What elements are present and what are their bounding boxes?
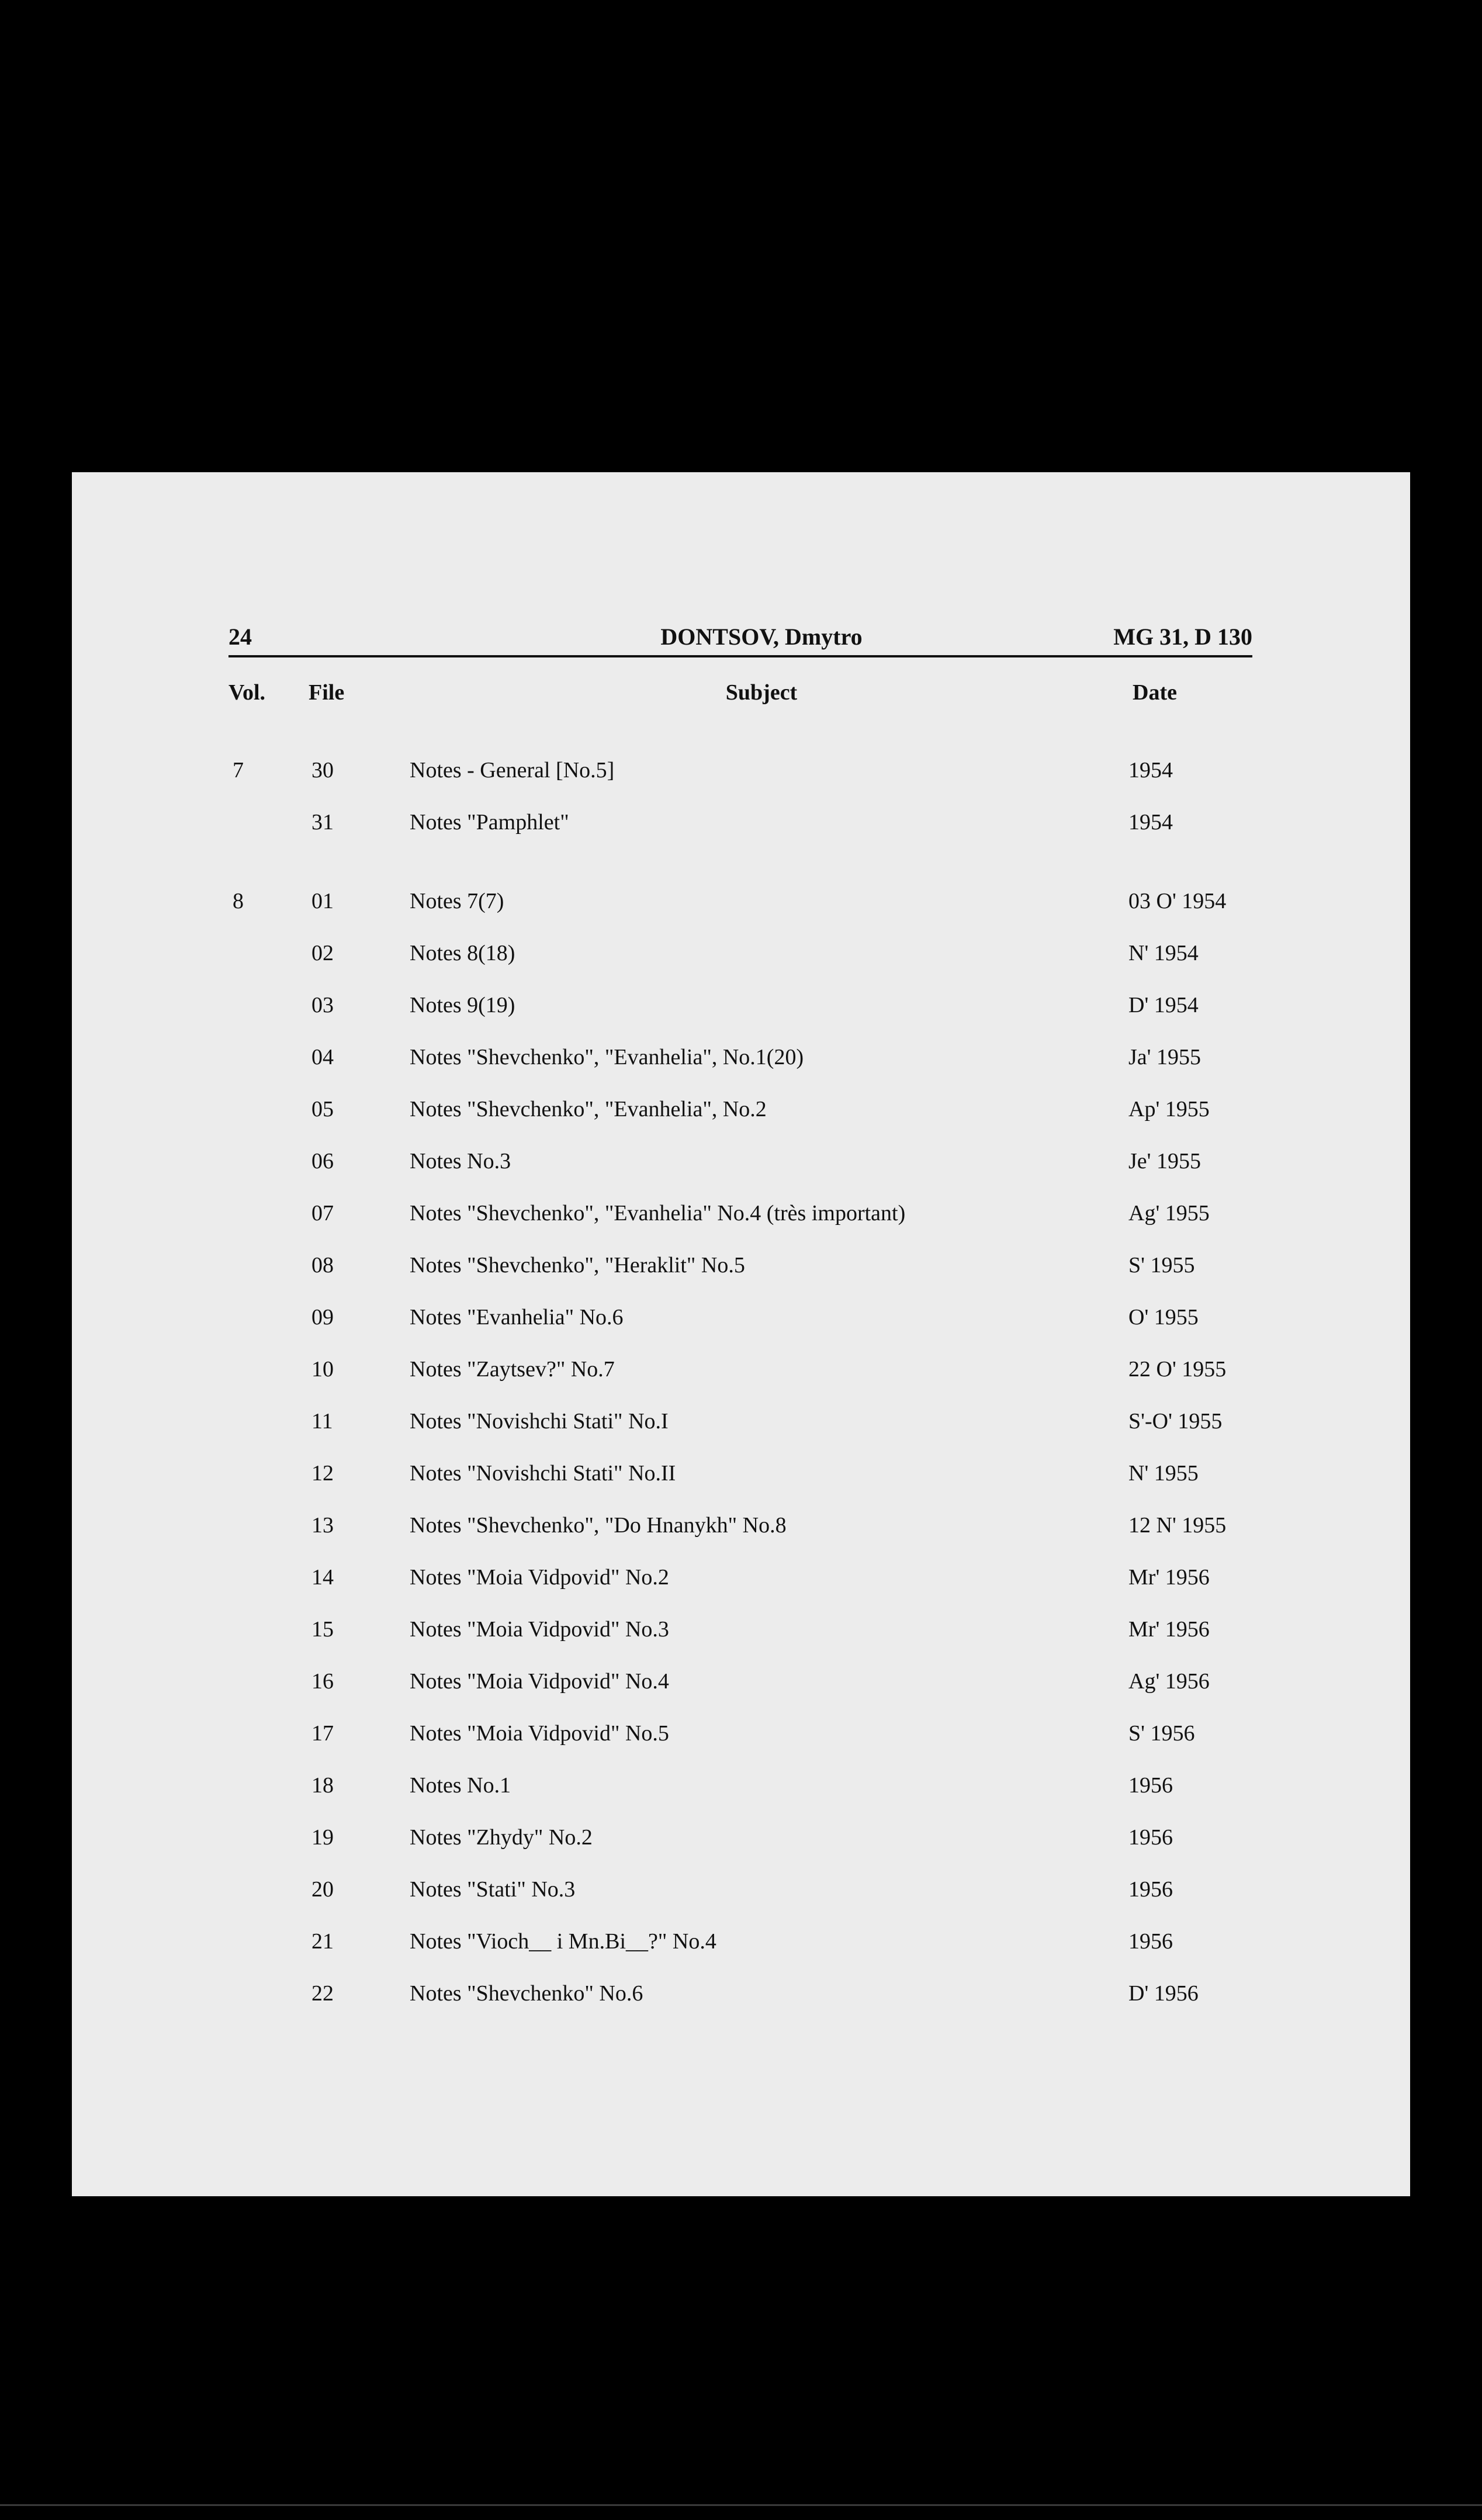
table-row	[72, 1200, 1410, 1235]
date-cell: 12 N' 1955	[1128, 1513, 1227, 1538]
file-cell: 18	[311, 1773, 334, 1798]
file-cell: 04	[311, 1045, 334, 1069]
table-row	[72, 1096, 1410, 1131]
date-cell: 1954	[1128, 810, 1173, 835]
date-cell: 1954	[1128, 758, 1173, 783]
date-cell: Ag' 1956	[1128, 1669, 1210, 1694]
subject-cell: Notes "Shevchenko" No.6	[410, 1981, 643, 2006]
date-cell: 1956	[1128, 1877, 1173, 1902]
file-cell: 16	[311, 1669, 334, 1694]
subject-cell: Notes 8(18)	[410, 941, 515, 965]
date-cell: D' 1954	[1128, 993, 1199, 1017]
date-cell: Mr' 1956	[1128, 1617, 1210, 1642]
subject-cell: Notes "Moia Vidpovid" No.3	[410, 1617, 669, 1642]
file-cell: 05	[311, 1097, 334, 1121]
file-cell: 22	[311, 1981, 334, 2006]
reference-code: MG 31, D 130	[1113, 624, 1252, 650]
file-cell: 03	[311, 993, 334, 1017]
subject-cell: Notes "Pamphlet"	[410, 810, 569, 835]
subject-cell: Notes "Moia Vidpovid" No.2	[410, 1565, 669, 1590]
subject-cell: Notes 9(19)	[410, 993, 515, 1017]
table-row	[72, 1512, 1410, 1548]
table-row	[72, 1148, 1410, 1183]
column-header-file: File	[309, 680, 345, 705]
date-cell: N' 1954	[1128, 941, 1199, 965]
file-cell: 21	[311, 1929, 334, 1954]
date-cell: S' 1956	[1128, 1721, 1195, 1746]
subject-cell: Notes "Zaytsev?" No.7	[410, 1357, 615, 1382]
file-cell: 20	[311, 1877, 334, 1902]
table-row	[72, 1616, 1410, 1652]
date-cell: Ja' 1955	[1128, 1045, 1201, 1069]
file-list	[72, 472, 1410, 2196]
table-row	[72, 1669, 1410, 1704]
file-cell: 13	[311, 1513, 334, 1538]
file-cell: 17	[311, 1721, 334, 1746]
file-cell: 15	[311, 1617, 334, 1642]
vol-cell: 8	[233, 889, 244, 913]
file-cell: 09	[311, 1305, 334, 1330]
subject-cell: Notes "Shevchenko", "Evanhelia" No.4 (très important)	[410, 1201, 906, 1226]
date-cell: 1956	[1128, 1773, 1173, 1798]
file-cell: 01	[311, 889, 334, 913]
table-row	[72, 992, 1410, 1027]
subject-cell: Notes "Evanhelia" No.6	[410, 1305, 624, 1330]
page-title: DONTSOV, Dmytro	[660, 624, 863, 650]
table-row	[72, 940, 1410, 975]
date-cell: N' 1955	[1128, 1461, 1199, 1486]
file-cell: 11	[311, 1409, 333, 1434]
column-header-subject: Subject	[725, 680, 798, 705]
table-row	[72, 1721, 1410, 1756]
subject-cell: Notes "Shevchenko", "Do Hnanykh" No.8	[410, 1513, 787, 1538]
table-row	[72, 809, 1410, 844]
file-cell: 08	[311, 1253, 334, 1278]
table-row	[72, 1981, 1410, 2016]
subject-cell: Notes - General [No.5]	[410, 758, 615, 783]
date-cell: Ag' 1955	[1128, 1201, 1210, 1226]
table-row	[72, 1460, 1410, 1496]
date-cell: 03 O' 1954	[1128, 889, 1227, 913]
subject-cell: Notes 7(7)	[410, 889, 504, 913]
subject-cell: Notes "Novishchi Stati" No.I	[410, 1409, 669, 1434]
subject-cell: Notes No.3	[410, 1149, 511, 1174]
date-cell: Ap' 1955	[1128, 1097, 1210, 1121]
date-cell: S'-O' 1955	[1128, 1409, 1223, 1434]
subject-cell: Notes "Novishchi Stati" No.II	[410, 1461, 676, 1486]
file-cell: 19	[311, 1825, 334, 1850]
table-row	[72, 1825, 1410, 1860]
date-cell: Je' 1955	[1128, 1149, 1201, 1174]
table-row	[72, 1408, 1410, 1444]
file-cell: 14	[311, 1565, 334, 1590]
date-cell: 1956	[1128, 1825, 1173, 1850]
subject-cell: Notes "Zhydy" No.2	[410, 1825, 593, 1850]
subject-cell: Notes "Moia Vidpovid" No.5	[410, 1721, 669, 1746]
table-row	[72, 1877, 1410, 1912]
file-cell: 30	[311, 758, 334, 783]
table-row	[72, 757, 1410, 792]
table-row	[72, 1773, 1410, 1808]
page-number: 24	[228, 624, 252, 650]
date-cell: S' 1955	[1128, 1253, 1195, 1278]
subject-cell: Notes "Stati" No.3	[410, 1877, 576, 1902]
document-page	[72, 472, 1410, 2196]
file-cell: 02	[311, 941, 334, 965]
vol-cell: 7	[233, 758, 244, 783]
subject-cell: Notes "Moia Vidpovid" No.4	[410, 1669, 669, 1694]
table-row	[72, 1304, 1410, 1339]
table-row	[72, 1356, 1410, 1391]
date-cell: D' 1956	[1128, 1981, 1199, 2006]
column-header-date: Date	[1133, 680, 1177, 705]
file-cell: 31	[311, 810, 334, 835]
file-cell: 06	[311, 1149, 334, 1174]
file-cell: 12	[311, 1461, 334, 1486]
column-header-vol: Vol.	[228, 680, 266, 705]
subject-cell: Notes "Shevchenko", "Heraklit" No.5	[410, 1253, 745, 1278]
file-cell: 07	[311, 1201, 334, 1226]
table-row	[72, 1252, 1410, 1287]
date-cell: O' 1955	[1128, 1305, 1199, 1330]
scan-edge-line	[0, 2504, 1482, 2506]
date-cell: 22 O' 1955	[1128, 1357, 1227, 1382]
table-row	[72, 1564, 1410, 1600]
table-row	[72, 888, 1410, 923]
table-row	[72, 1044, 1410, 1079]
subject-cell: Notes No.1	[410, 1773, 511, 1798]
subject-cell: Notes "Shevchenko", "Evanhelia", No.1(20)	[410, 1045, 804, 1069]
table-row	[72, 1929, 1410, 1964]
subject-cell: Notes "Shevchenko", "Evanhelia", No.2	[410, 1097, 767, 1121]
file-cell: 10	[311, 1357, 334, 1382]
subject-cell: Notes "Vioch__ i Mn.Bi__?" No.4	[410, 1929, 716, 1954]
date-cell: Mr' 1956	[1128, 1565, 1210, 1590]
date-cell: 1956	[1128, 1929, 1173, 1954]
